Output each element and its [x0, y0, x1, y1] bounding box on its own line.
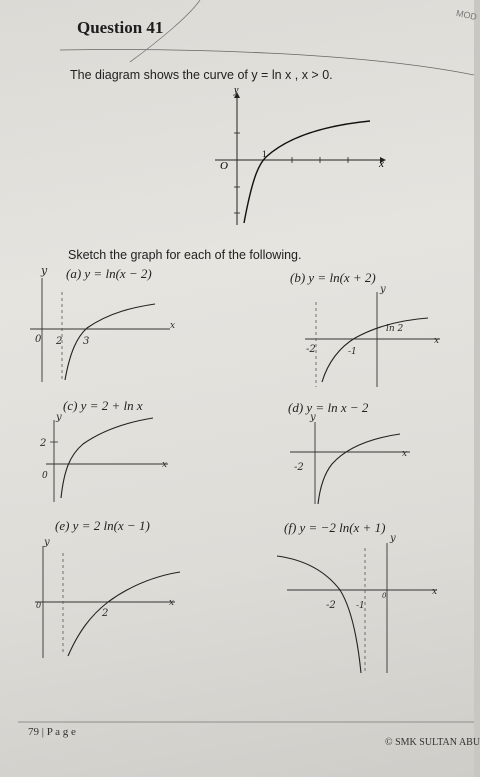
sketch-f-curve — [277, 556, 361, 673]
ln-curve — [244, 121, 370, 223]
y-axis-label: y — [234, 85, 239, 96]
sketch-a-two: 2 — [56, 336, 63, 347]
sketch-b-ln2: ln 2 — [386, 324, 404, 334]
sketch-c-curve — [61, 418, 153, 498]
sketch-a-origin: 0 — [35, 334, 42, 345]
sketch-c — [28, 410, 178, 508]
sketch-a-x: x — [170, 321, 176, 331]
sketch-d-minus2: -2 — [294, 462, 304, 473]
origin-label: O — [220, 160, 228, 172]
sketch-f-minus2: -2 — [326, 600, 336, 611]
corner-mark: MOD — [455, 7, 478, 23]
sketch-e-origin: 0 — [36, 601, 42, 610]
sketch-d-curve — [318, 434, 400, 504]
sketch-d-x: x — [402, 449, 408, 459]
sketch-b-y: y — [380, 284, 386, 295]
sketch-f-minus1: -1 — [356, 601, 365, 611]
sketch-a-y: y — [41, 264, 48, 277]
sketch-c-x: x — [162, 460, 168, 470]
part-e-label: (e) y = 2 ln(x − 1) — [55, 518, 150, 533]
sketch-d — [282, 412, 432, 507]
sketch-c-origin: 0 — [42, 471, 48, 481]
part-d-label: (d) y = ln x − 2 — [288, 400, 369, 415]
part-c-label: (c) y = 2 + ln x — [63, 398, 143, 413]
sketch-e-curve — [68, 572, 180, 656]
sketch-b-minus2: -2 — [306, 344, 316, 355]
tick-label-1: 1 — [262, 149, 267, 159]
sketch-e — [30, 538, 190, 663]
sketch-b-x: x — [434, 336, 440, 346]
sketch-a — [25, 262, 185, 387]
part-b-label: (b) y = ln(x + 2) — [290, 270, 376, 285]
sketch-e-y: y — [44, 537, 50, 548]
instruction-text: Sketch the graph for each of the following. — [68, 248, 302, 262]
sketch-a-three: 3 — [83, 336, 90, 347]
x-axis-label: x — [379, 158, 384, 170]
sketch-b-minus1: -1 — [348, 347, 357, 357]
copyright-text: © SMK SULTAN ABU — [385, 737, 480, 748]
question-title: Question 41 — [77, 18, 164, 37]
sketch-b-curve — [322, 318, 428, 382]
sketch-c-y: y — [56, 412, 62, 423]
sketch-e-x: x — [169, 598, 175, 608]
sketch-f — [272, 533, 457, 678]
sketch-e-two: 2 — [102, 608, 109, 619]
sketch-d-y: y — [310, 412, 316, 423]
part-a-label: (a) y = ln(x − 2) — [66, 266, 152, 281]
sketch-a-curve — [65, 304, 155, 380]
intro-text: The diagram shows the curve of y = ln x , x > 0. — [70, 68, 333, 82]
part-f-label: (f) y = −2 ln(x + 1) — [284, 520, 386, 535]
sketch-f-y: y — [390, 533, 396, 544]
page-number: 79 | P a g e — [28, 726, 76, 738]
sketch-c-two: 2 — [40, 438, 47, 449]
sketch-f-origin: 0 — [382, 592, 387, 600]
sketch-b — [300, 282, 450, 392]
main-graph — [200, 85, 400, 230]
sketch-f-x: x — [432, 587, 438, 597]
